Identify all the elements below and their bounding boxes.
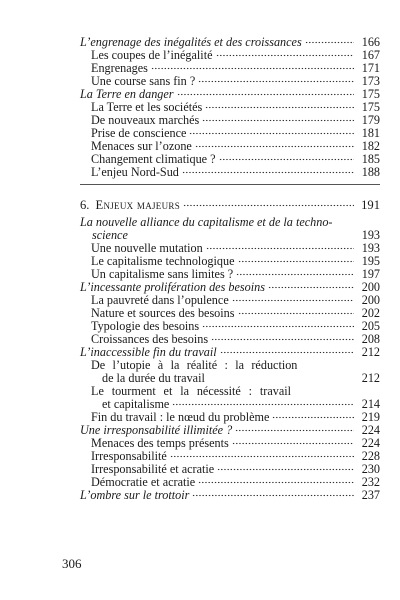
entry-title: Engrenages [91, 61, 148, 75]
entry-page: 193 [361, 241, 380, 255]
leader-dots [238, 258, 355, 265]
entry-title: Le capitalisme technologique [91, 254, 235, 268]
toc-entry-alliance [80, 216, 380, 242]
leader-dots [232, 297, 354, 304]
entry-page: 232 [361, 475, 380, 489]
entry-title: Une irresponsabilité illimitée ? [80, 423, 233, 437]
leader-dots [177, 91, 354, 98]
entry-title: Menaces sur l’ozone [91, 139, 192, 153]
entry-page: 224 [361, 436, 380, 450]
chapter-page: 191 [361, 198, 380, 212]
toc-group-b [80, 411, 380, 502]
chapter-heading [80, 199, 380, 212]
entry-title: Croissances des besoins [91, 332, 209, 346]
entry-page: 202 [361, 306, 380, 320]
entry-page: 208 [361, 332, 380, 346]
entry-title-line2: et capitalisme [102, 397, 170, 411]
entry-page: 185 [361, 152, 380, 166]
entry-page: 219 [361, 410, 380, 424]
toc-entry [80, 489, 380, 502]
page-number: 306 [62, 556, 82, 571]
entry-page: 200 [361, 280, 380, 294]
entry-title: Démocratie et acratie [91, 475, 196, 489]
leader-dots [202, 323, 354, 330]
toc-group-a [80, 242, 380, 359]
entry-page: 214 [361, 397, 380, 411]
entry-title: La Terre en danger [80, 87, 174, 101]
entry-title: La Terre et les sociétés [91, 100, 203, 114]
entry-page: 237 [361, 488, 380, 502]
entry-title: L’inaccessible fin du travail [80, 345, 217, 359]
entry-page: 224 [361, 423, 380, 437]
entry-page: 212 [361, 371, 380, 385]
entry-title: Prise de conscience [91, 126, 187, 140]
toc-entry-utopie [80, 359, 380, 385]
entry-title-line2: science [92, 228, 128, 242]
entry-title: Irresponsabilité [91, 449, 167, 463]
entry-page: 195 [361, 254, 380, 268]
entry-page: 228 [361, 449, 380, 463]
leader-dots [195, 143, 354, 150]
entry-page: 167 [361, 48, 380, 62]
entry-page: 205 [361, 319, 380, 333]
entry-page: 175 [361, 87, 380, 101]
leader-dots [238, 310, 354, 317]
section-divider [80, 184, 380, 185]
entry-title: L’enjeu Nord-Sud [91, 165, 179, 179]
entry-page: 179 [361, 113, 380, 127]
leader-dots [211, 336, 354, 343]
leader-dots [305, 39, 354, 46]
entry-title: Une nouvelle mutation [91, 241, 203, 255]
entry-title-line2: de la durée du travail [102, 371, 205, 385]
leader-dots [206, 245, 354, 252]
entry-title: Fin du travail : le nœud du problème [91, 410, 270, 424]
entry-title: Typologie des besoins [91, 319, 200, 333]
entry-title: Changement climatique ? [91, 152, 216, 166]
entry-title: La pauvreté dans l’opulence [91, 293, 229, 307]
entry-title-line1: Le tourment et la nécessité : travail [91, 384, 292, 398]
leader-dots [198, 78, 354, 85]
entry-title: Nature et sources des besoins [91, 306, 235, 320]
entry-page: 175 [361, 100, 380, 114]
leader-dots [220, 349, 354, 356]
entry-title: Menaces des temps présents [91, 436, 229, 450]
leader-dots [236, 271, 354, 278]
leader-dots [189, 130, 354, 137]
leader-dots [192, 492, 354, 499]
entry-title-line1: La nouvelle alliance du capitalisme et de la techno- [80, 215, 333, 229]
entry-page: 171 [361, 61, 380, 75]
leader-dots [272, 414, 354, 421]
leader-dots [216, 52, 355, 59]
entry-page: 193 [361, 228, 380, 242]
leader-dots [205, 104, 354, 111]
entry-title: L’ombre sur le trottoir [80, 488, 190, 502]
entry-title: Irresponsabilité et acratie [91, 462, 215, 476]
entry-page: 182 [361, 139, 380, 153]
leader-dots [172, 401, 354, 408]
leader-dots [217, 466, 354, 473]
entry-title: Un capitalisme sans limites ? [91, 267, 234, 281]
entry-page: 200 [361, 293, 380, 307]
entry-page: 230 [361, 462, 380, 476]
entry-page: 173 [361, 74, 380, 88]
leader-dots [268, 284, 354, 291]
leader-dots [151, 65, 354, 72]
leader-dots [182, 169, 354, 176]
entry-title-line1: De l’utopie à la réalité : la réduction [91, 358, 298, 372]
toc-section-top [80, 36, 380, 179]
leader-dots [232, 440, 354, 447]
entry-page: 166 [361, 35, 380, 49]
leader-dots [183, 202, 354, 209]
entry-title: De nouveaux marchés [91, 113, 200, 127]
entry-page: 212 [361, 345, 380, 359]
toc-entry-tourment [80, 385, 380, 411]
entry-page: 197 [361, 267, 380, 281]
chapter-title: Enjeux majeurs [95, 198, 181, 212]
leader-dots [219, 156, 354, 163]
entry-title: Une course sans fin ? [91, 74, 196, 88]
leader-dots [202, 117, 354, 124]
leader-dots [235, 427, 354, 434]
toc-section-chapter6 [80, 216, 380, 502]
chapter-number: 6. [80, 198, 90, 212]
entry-page: 181 [361, 126, 380, 140]
entry-title: Les coupes de l’inégalité [91, 48, 213, 62]
entry-title: L’engrenage des inégalités et des croissances [80, 35, 302, 49]
leader-dots [198, 479, 354, 486]
entry-title: L’incessante prolifération des besoins [80, 280, 265, 294]
leader-dots [170, 453, 354, 460]
entry-page: 188 [361, 165, 380, 179]
toc-entry [80, 166, 380, 179]
